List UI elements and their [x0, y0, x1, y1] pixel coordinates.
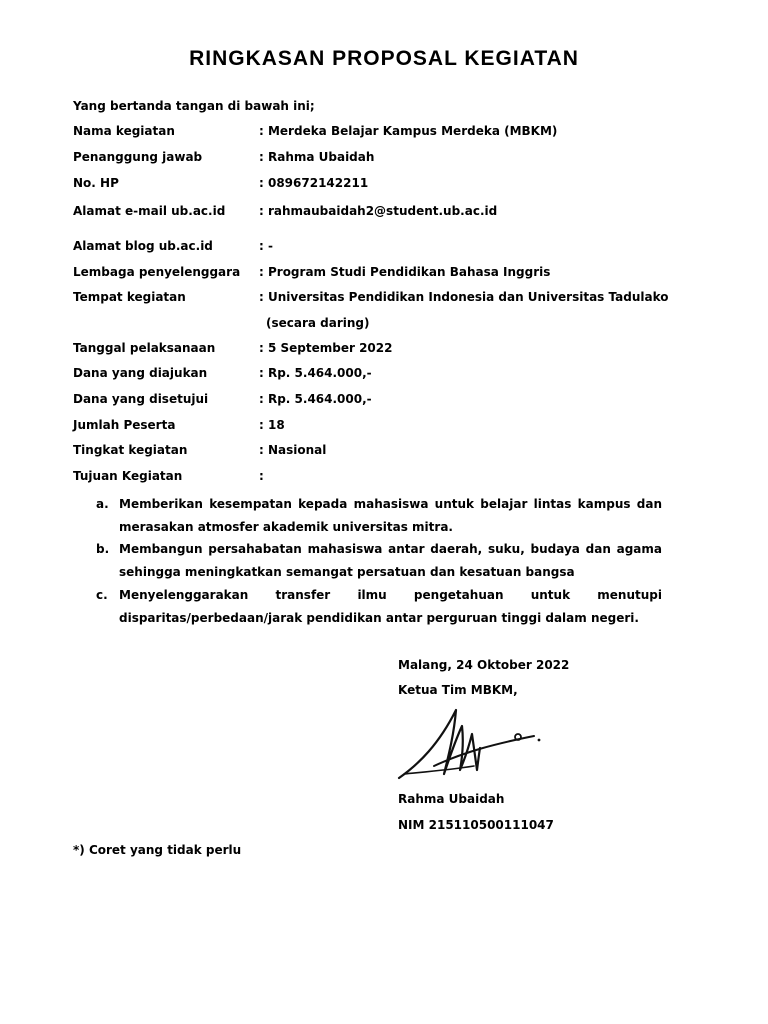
field-tempat [73, 289, 693, 307]
field-label: No. HP [73, 176, 119, 190]
signature-place-date: Malang, 24 Oktober 2022 [398, 658, 570, 672]
field-dana-diajukan [73, 365, 693, 383]
field-value: : rahmaubaidah2@student.ub.ac.id [259, 204, 498, 218]
field-lembaga [73, 264, 693, 282]
goal-text: Memberikan kesempatan kepada mahasiswa untuk belajar lintas kampus dan merasakan atmosfer akademik universitas mitra. [119, 497, 662, 534]
field-value: : Universitas Pendidikan Indonesia dan Universitas Tadulako [259, 290, 669, 304]
goals-list [96, 493, 662, 629]
field-value: : 5 September 2022 [259, 341, 393, 355]
intro-text: Yang bertanda tangan di bawah ini; [73, 99, 315, 113]
goal-letter: a. [96, 497, 109, 511]
signature-role: Ketua Tim MBKM, [398, 683, 518, 697]
field-label: Dana yang disetujui [73, 392, 209, 406]
field-value: : - [259, 239, 273, 253]
field-label: Tempat kegiatan [73, 290, 186, 304]
field-label: Lembaga penyelenggara [73, 265, 241, 279]
field-value: : Rahma Ubaidah [259, 150, 375, 164]
signature-nim: NIM 215110500111047 [398, 818, 554, 832]
field-nama-kegiatan [73, 123, 693, 141]
field-label: Penanggung jawab [73, 150, 203, 164]
tempat-continuation: (secara daring) [266, 316, 370, 330]
field-tujuan [73, 468, 693, 486]
field-label: Tanggal pelaksanaan [73, 341, 216, 355]
field-penanggung-jawab [73, 149, 693, 167]
signature-name: Rahma Ubaidah [398, 792, 505, 806]
field-value: : 18 [259, 418, 285, 432]
field-value: : Rp. 5.464.000,- [259, 366, 372, 380]
field-value: : Rp. 5.464.000,- [259, 392, 372, 406]
field-label: Tingkat kegiatan [73, 443, 188, 457]
list-item [96, 493, 662, 538]
field-value: : Nasional [259, 443, 327, 457]
list-item [96, 538, 662, 583]
field-no-hp [73, 175, 693, 193]
field-blog [73, 238, 693, 256]
field-label: Alamat e-mail ub.ac.id [73, 204, 226, 218]
field-value: : [259, 469, 264, 483]
footnote: *) Coret yang tidak perlu [73, 843, 242, 857]
field-dana-disetujui [73, 391, 693, 409]
field-label: Jumlah Peserta [73, 418, 176, 432]
goal-letter: b. [96, 542, 110, 557]
signature-image [394, 704, 554, 784]
field-label: Tujuan Kegiatan [73, 469, 183, 483]
field-label: Nama kegiatan [73, 124, 175, 138]
field-value: : 089672142211 [259, 176, 369, 190]
field-value: : Merdeka Belajar Kampus Merdeka (MBKM) [259, 124, 558, 138]
field-label: Dana yang diajukan [73, 366, 208, 380]
field-value: : Program Studi Pendidikan Bahasa Inggris [259, 265, 551, 279]
field-label: Alamat blog ub.ac.id [73, 239, 213, 253]
field-email [73, 203, 693, 221]
goal-text: Menyelenggarakan transfer ilmu pengetahuan untuk menutupi disparitas/perbedaan/jarak pendidikan antar perguruan tinggi dalam negeri. [119, 587, 662, 625]
list-item [96, 584, 662, 629]
document-title: RINGKASAN PROPOSAL KEGIATAN [189, 47, 579, 70]
field-tingkat [73, 442, 693, 460]
goal-text: Membangun persahabatan mahasiswa antar daerah, suku, budaya dan agama sehingga meningkatkan semangat persatuan dan kesatuan bangsa [119, 542, 662, 580]
field-jumlah-peserta [73, 417, 693, 435]
field-tanggal [73, 340, 693, 358]
goal-letter: c. [96, 587, 108, 602]
